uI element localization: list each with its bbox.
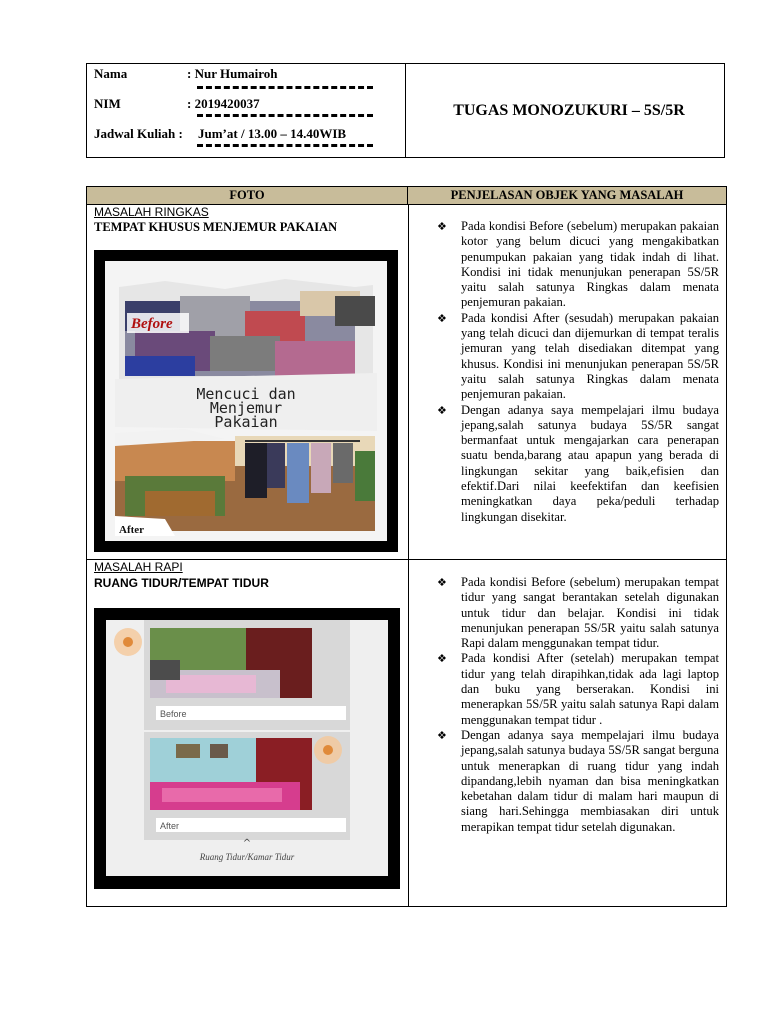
section1-bullets	[435, 219, 719, 525]
photo-border	[105, 261, 387, 541]
caption-line3: Pakaian	[214, 413, 278, 431]
document-title: TUGAS MONOZUKURI – 5S/5R	[453, 101, 685, 119]
bullet-item: ❖ Pada kondisi After (sesudah) merupakan pakaian yang telah dicuci dan dijemurkan di tempat teralis jemuran yang telah disediakan ditempat yang khusus. Kondisi ini menunjukan penerapan 5S/5R yaitu salah satunya Ringkas dalam menata penjemuran pakaian.	[435, 311, 719, 403]
dashed-underline	[197, 114, 373, 117]
photo-border	[106, 620, 388, 876]
title-cell	[406, 64, 724, 157]
drying-rack-scene	[115, 436, 375, 531]
chevron-up-icon: ^	[242, 838, 252, 849]
nama-value: : Nur Humairoh	[187, 66, 278, 81]
dashed-underline	[197, 86, 373, 89]
after-label: After	[119, 524, 145, 536]
bullet-item: ❖ Dengan adanya saya mempelajari ilmu budaya jepang,salah satunya budaya 5S/5R sangat bermanfaat untuk mengajarkan cara penerapan suatu benda,barang atau apapun yang berada di lingkungan sekitar yang baik,efisien dan efektif.Dari nilai keefektifan dan keefisien meningkatkan daya peka/peduli terhadap lingkungan disekitar.	[435, 403, 719, 525]
header-table	[86, 63, 725, 158]
column-header-penjelasan: PENJELASAN OBJEK YANG MASALAH	[450, 188, 684, 202]
section2-subtitle: RUANG TIDUR/TEMPAT TIDUR	[94, 576, 269, 590]
section2-bullets	[435, 575, 719, 835]
column-divider	[408, 205, 409, 906]
nim-value: : 2019420037	[187, 96, 260, 111]
jadwal-value: Jum’at / 13.00 – 14.40WIB	[198, 126, 347, 141]
nama-label: Nama	[94, 66, 128, 81]
caption-line1: Mencuci dan	[196, 385, 296, 403]
column-header-foto: FOTO	[87, 187, 408, 204]
caption-line2: Menjemur	[209, 399, 283, 417]
row-divider	[87, 559, 726, 560]
laundry-photo	[94, 250, 398, 552]
after-label: After	[160, 821, 180, 831]
table-header-row	[87, 187, 726, 205]
dashed-underline	[197, 144, 373, 147]
bullet-item: ❖ Pada kondisi Before (sebelum) merupakan tempat tidur yang sangat berantakan setelah digunakan untuk tidur dan belajar. Kondisi ini tidak menunjukan penerapan 5S/5R yaitu salah satunya Rapi dalam menggunakan tempat tidur.	[435, 575, 719, 651]
student-info	[87, 64, 406, 157]
jadwal-label: Jadwal Kuliah :	[94, 126, 183, 141]
photo-caption: Ruang Tidur/Kamar Tidur	[199, 852, 295, 862]
section2-title: MASALAH RAPI	[94, 560, 183, 574]
photo-rule	[94, 888, 400, 889]
main-table	[86, 186, 727, 907]
bullet-item: ❖ Pada kondisi Before (sebelum) merupakan pakaian kotor yang belum dicuci yang mengakibatkan penumpukan pakaian yang tidak indah di lihat. Kondisi ini tidak menunjukan penerapan 5S/5R yaitu salah satunya Ringkas dalam menata penjemuran pakaian.	[435, 219, 719, 311]
laundry-collage	[105, 261, 387, 541]
bullet-item: ❖ Pada kondisi After (setelah) merupakan tempat tidur yang telah dirapihkan,tidak ada lagi laptop dan buku yang berserakan. Kondisi ini menerapkan 5S/5R yaitu salah satunya Rapi dalam menggunakan tempat tidur .	[435, 651, 719, 727]
section1-subtitle: TEMPAT KHUSUS MENJEMUR PAKAIAN	[94, 220, 338, 234]
nim-label: NIM	[94, 96, 121, 111]
bullet-item: ❖ Dengan adanya saya mempelajari ilmu budaya jepang,salah satunya budaya 5S/5R sangat berguna untuk menerapkan di ruang tidur yang indah dipandang,lebih nyaman dan bisa meningkatkan kebetahan dalam tidur di malam hari maupun di siang hari.Sehingga membiasakan diri untuk merapikan tempat tidur setelah digunakan.	[435, 728, 719, 835]
before-label: Before	[160, 709, 187, 719]
bedroom-before	[150, 628, 312, 698]
bedroom-collage	[106, 620, 388, 876]
bedroom-after	[150, 738, 312, 810]
section1-title: MASALAH RINGKAS	[94, 205, 209, 219]
bedroom-photo	[94, 608, 400, 888]
clothes-pile	[125, 291, 375, 376]
before-label: Before	[131, 316, 173, 332]
